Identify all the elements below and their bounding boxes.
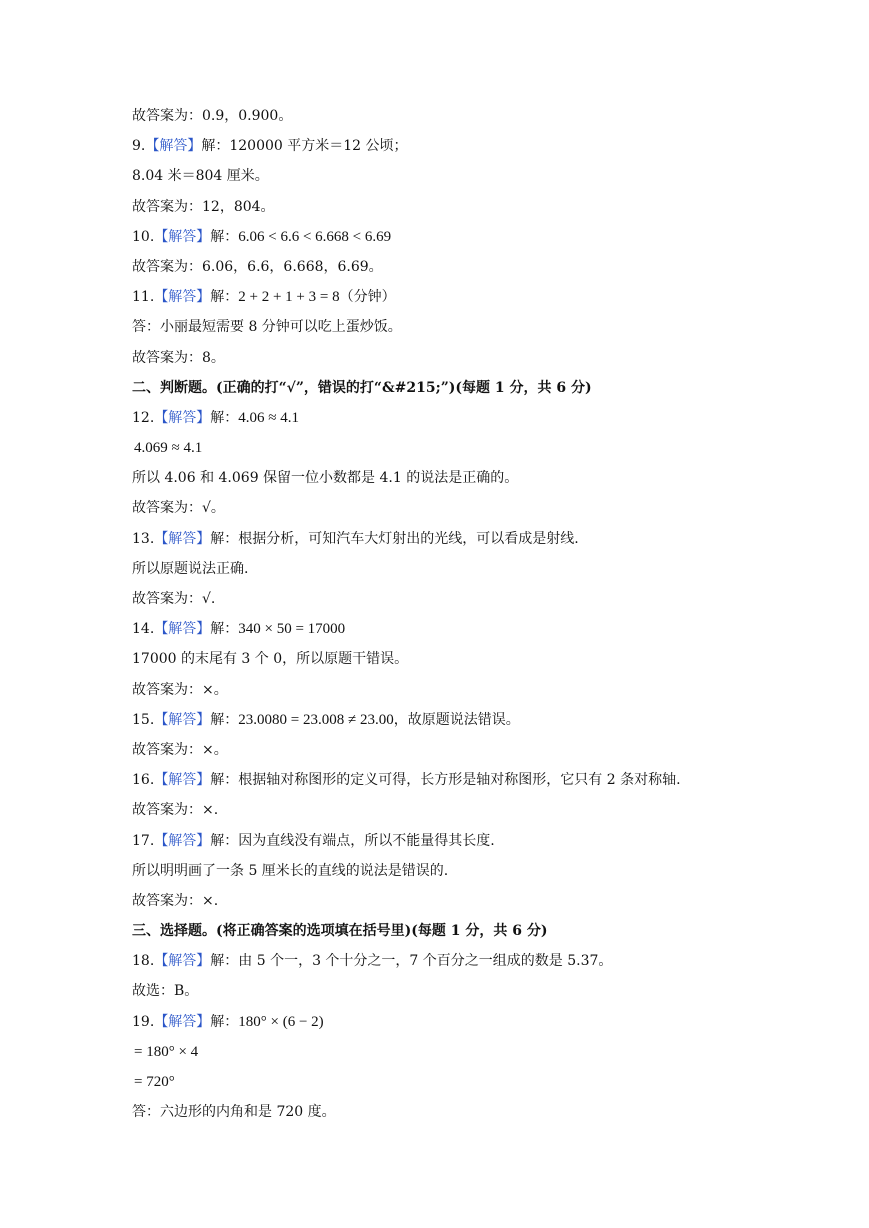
answer-line [132,282,772,312]
answer-tag: 【解答】 [154,772,211,789]
text-line: 故答案为：12，804。 [132,198,275,215]
answer-line [132,614,772,644]
math-expression: 4.06 ≈ 4.1 [238,409,299,426]
text-line: 故选：B。 [132,983,199,1000]
text-line: 故答案为：√. [132,591,216,607]
answer-line [132,524,772,554]
text-line: 所以明明画了一条 5 厘米长的直线的说法是错误的. [132,862,449,879]
solution-text: ，故原题说法错误。 [393,711,520,728]
math-expression: 340 × 50 = 17000 [238,621,346,638]
solution-prefix: 解： [210,621,239,638]
solution-text: 120000 平方米＝12 公顷； [229,138,408,155]
solution-text: 根据分析，可知汽车大灯射出的光线，可以看成是射线. [238,530,579,547]
answer-line [132,222,772,252]
text-line: 故答案为：0.9，0.900。 [132,108,293,124]
question-number: 10. [132,228,155,245]
answer-line [132,403,772,433]
solution-text: 因为直线没有端点，所以不能量得其长度. [238,832,495,849]
text-line: 答：小丽最短需要 8 分钟可以吃上蛋炒饭。 [132,319,402,336]
solution-prefix: 解： [210,409,239,426]
answer-tag: 【解答】 [154,409,211,426]
solution-prefix: 解： [210,711,239,728]
math-expression: 180° × (6 − 2) [238,1013,324,1030]
answer-tag: 【解答】 [154,530,211,547]
math-expression: 2 + 2 + 1 + 3 = 8 [238,289,340,306]
solution-prefix: 解： [201,138,230,155]
answer-line [132,1007,772,1037]
math-expression: 23.0080 = 23.008 ≠ 23.00 [238,711,394,728]
solution-prefix: 解： [210,530,239,547]
text-line: 17000 的末尾有 3 个 0，所以原题干错误。 [132,651,409,668]
question-number: 9. [132,138,146,155]
solution-prefix: 解： [210,1013,239,1030]
question-number: 14. [132,621,155,638]
solution-prefix: 解： [210,953,239,970]
text-line: 故答案为：√。 [132,500,225,517]
solution-text: 根据轴对称图形的定义可得，长方形是轴对称图形，它只有 2 条对称轴. [238,772,681,789]
text-line: 所以原题说法正确. [132,560,249,577]
math-line: 4.069 ≈ 4.1 [134,440,203,457]
question-number: 16. [132,772,155,789]
question-number: 13. [132,530,155,547]
answer-tag: 【解答】 [154,953,211,970]
answer-content [132,101,772,1127]
answer-tag: 【解答】 [154,832,211,849]
text-line: 故答案为：×。 [132,741,228,758]
math-line: = 720° [134,1074,175,1090]
text-line: 故答案为：8。 [132,349,225,366]
text-line: 故答案为：×. [132,802,219,819]
question-number: 15. [132,711,155,728]
text-line: 故答案为：×. [132,892,219,909]
answer-tag: 【解答】 [154,289,211,306]
text-line: 8.04 米＝804 厘米。 [132,168,269,185]
answer-line [132,946,772,976]
solution-text: 由 5 个一，3 个十分之一，7 个百分之一组成的数是 5.37。 [238,953,613,970]
answer-tag: 【解答】 [154,1013,211,1030]
solution-prefix: 解： [210,832,239,849]
section-heading: 三、选择题。(将正确答案的选项填在括号里)(每题 1 分，共 6 分) [132,923,548,940]
answer-tag: 【解答】 [154,711,211,728]
question-number: 12. [132,409,155,426]
answer-tag: 【解答】 [154,621,211,638]
solution-prefix: 解： [210,772,239,789]
question-number: 18. [132,953,155,970]
answer-tag: 【解答】 [145,138,202,155]
answer-line [132,705,772,735]
section-heading: 二、判断题。(正确的打“√”，错误的打“&#215;”)(每题 1 分，共 6 分) [132,379,592,396]
answer-tag: 【解答】 [154,228,211,245]
text-line: 所以 4.06 和 4.069 保留一位小数都是 4.1 的说法是正确的。 [132,470,519,487]
question-number: 11. [132,289,155,306]
text-line: 故答案为：6.06，6.6，6.668，6.69。 [132,258,383,275]
answer-line [132,765,772,795]
solution-prefix: 解： [210,228,239,245]
answer-line [132,826,772,856]
question-number: 19. [132,1013,155,1030]
question-number: 17. [132,832,155,849]
solution-prefix: 解： [210,289,239,306]
text-line: 答：六边形的内角和是 720 度。 [132,1104,336,1121]
math-line: = 180° × 4 [134,1043,199,1060]
solution-text: （分钟） [339,289,396,306]
text-line: 故答案为：×。 [132,681,228,698]
math-expression: 6.06 < 6.6 < 6.668 < 6.69 [238,228,392,245]
answer-line [132,131,772,161]
